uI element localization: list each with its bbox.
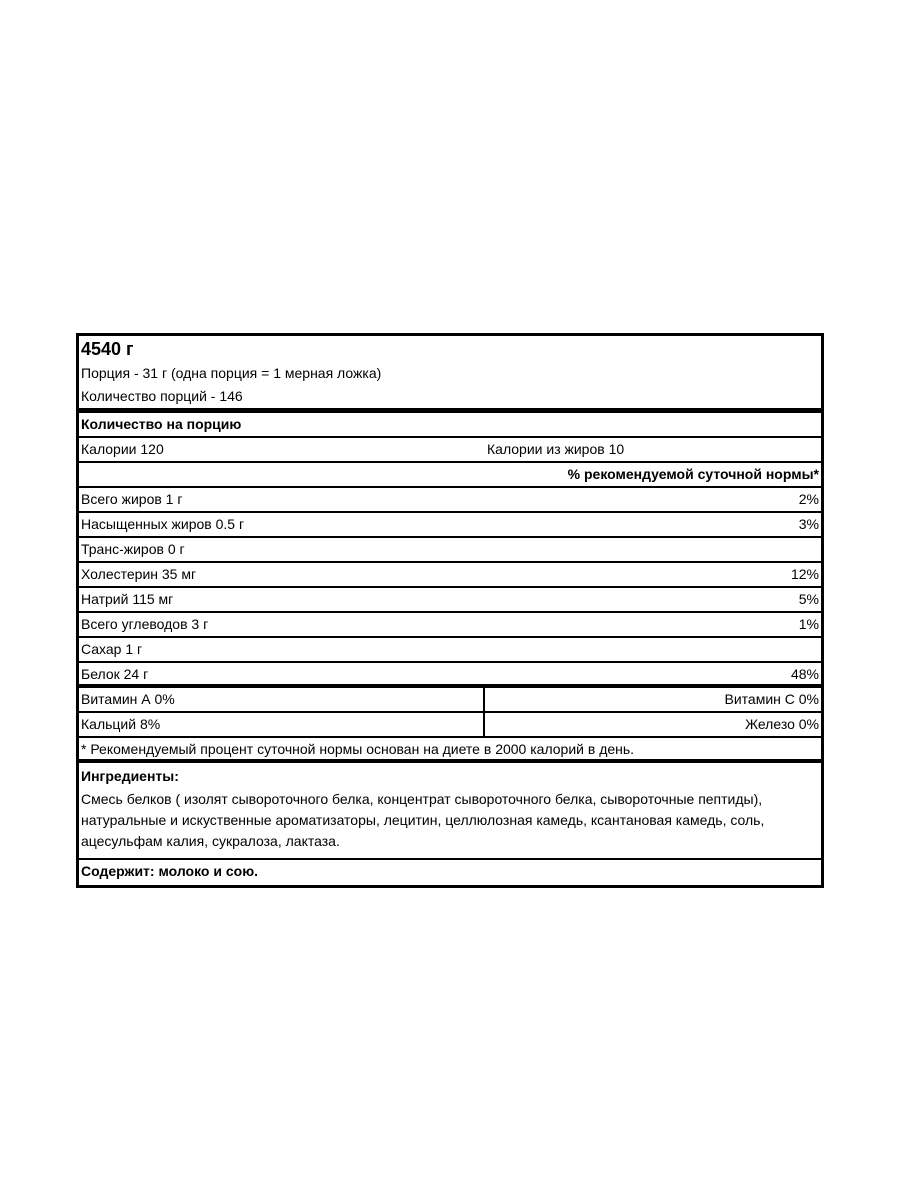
nutrient-row [79, 538, 821, 563]
nutrient-row [79, 613, 821, 638]
serving-size: Порция - 31 г (одна порция = 1 мерная ложка) [81, 365, 382, 381]
nutrient-name: Насыщенных жиров 0.5 г [81, 516, 245, 532]
nutrient-name: Холестерин 35 мг [81, 566, 197, 582]
daily-value-header-row [79, 463, 821, 488]
mineral-row [79, 713, 821, 738]
calories-row [79, 438, 821, 463]
allergen-statement: Содержит: молоко и сою. [81, 863, 259, 879]
nutrient-row [79, 488, 821, 513]
calories-from-fat: Калории из жиров 10 [487, 441, 625, 457]
nutrient-name: Всего жиров 1 г [81, 491, 183, 507]
amount-per-serving: Количество на порцию [79, 413, 821, 438]
nutrient-name: Сахар 1 г [81, 641, 143, 657]
vitamin-c: Витамин С 0% [724, 691, 819, 707]
nutrient-name: Транс-жиров 0 г [81, 541, 185, 557]
nutrient-row [79, 638, 821, 663]
iron: Железо 0% [745, 716, 819, 732]
calories: Калории 120 [81, 441, 164, 457]
label-header [79, 336, 821, 413]
servings-per-container: Количество порций - 146 [81, 388, 243, 404]
calcium: Кальций 8% [79, 713, 485, 736]
nutrient-name: Белок 24 г [81, 666, 149, 682]
ingredients-text: Смесь белков ( изолят сывороточного белка, концентрат сывороточного белка, сывороточные пептиды), натуральные и искуственные ароматизаторы, лецитин, целлюлозная камедь, ксантановая камедь, соль, ацесульфам калия, сукралоза, лактаза. [81, 791, 765, 849]
nutrient-daily-value: 2% [798, 491, 819, 507]
nutrient-daily-value: 1% [798, 616, 819, 632]
nutrition-facts-label [76, 333, 824, 888]
nutrient-row [79, 563, 821, 588]
nutrient-daily-value: 12% [790, 566, 819, 582]
nutrient-name: Натрий 115 мг [81, 591, 174, 607]
package-weight: 4540 г [81, 339, 134, 359]
nutrient-name: Всего углеводов 3 г [81, 616, 209, 632]
nutrient-row [79, 588, 821, 613]
nutrient-daily-value: 48% [790, 666, 819, 682]
ingredients-title: Ингредиенты: [81, 768, 179, 784]
nutrient-daily-value: 3% [798, 516, 819, 532]
nutrient-row [79, 513, 821, 538]
vitamin-a: Витамин А 0% [79, 688, 485, 711]
vitamin-row [79, 688, 821, 713]
daily-value-header: % рекомендуемой суточной нормы* [567, 466, 819, 482]
nutrient-daily-value: 5% [798, 591, 819, 607]
daily-value-footnote: * Рекомендуемый процент суточной нормы основан на диете в 2000 калорий в день. [79, 738, 821, 763]
ingredients-section [79, 763, 821, 860]
nutrient-row [79, 663, 821, 688]
